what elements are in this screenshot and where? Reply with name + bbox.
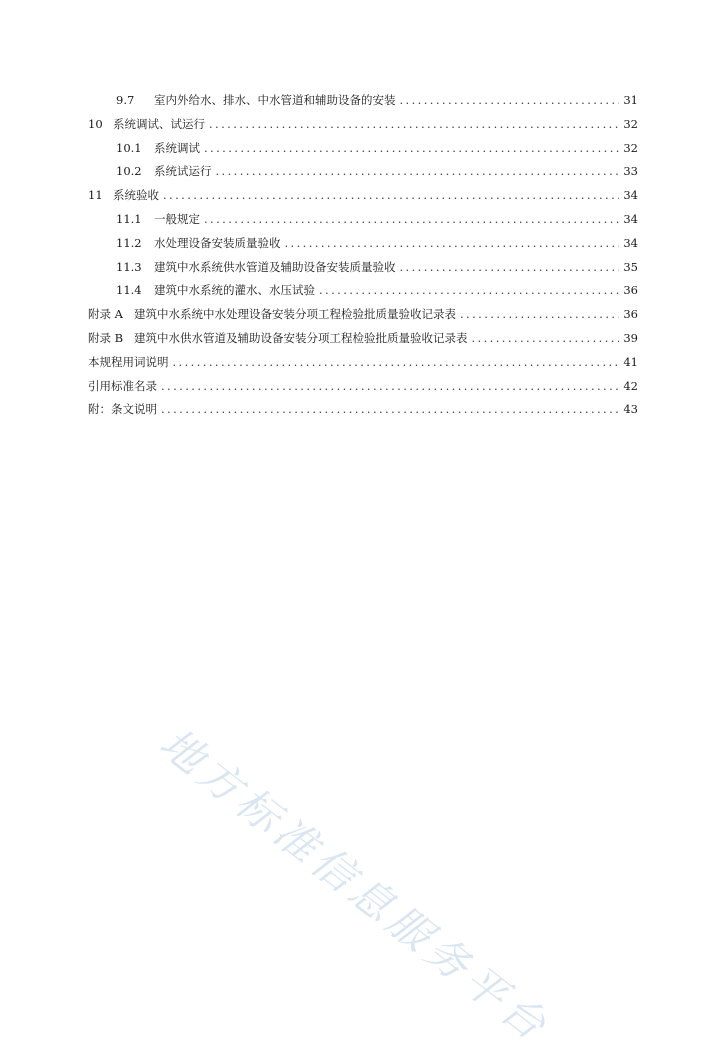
toc-entry-number: 9.7 (116, 93, 135, 107)
toc-entry[interactable] (88, 137, 638, 161)
toc-dot-leader (204, 208, 619, 232)
toc-entry-number: 11.1 (116, 211, 142, 226)
toc-entry-page: 32 (623, 140, 638, 155)
toc-entry-title: 系统试运行 (154, 164, 212, 179)
toc-entry[interactable] (88, 375, 638, 399)
toc-entry-title: 本规程用词说明 (88, 354, 169, 369)
toc-entry-number: 11.3 (116, 259, 142, 274)
toc-entry-page: 42 (623, 378, 638, 393)
toc-entry-title: 室内外给水、排水、中水管道和辅助设备的安装 (154, 93, 396, 107)
toc-entry[interactable] (88, 113, 638, 137)
toc-entry-title: 系统验收 (113, 188, 159, 203)
toc-entry-page: 43 (623, 402, 638, 417)
toc-entry-title: 系统调试、试运行 (113, 116, 205, 131)
toc-dot-leader (163, 184, 619, 208)
toc-entry-number: 10 (88, 116, 103, 131)
toc-entry-page: 39 (623, 330, 638, 345)
toc-entry-title: 引用标准名录 (88, 378, 157, 393)
toc-entry-page: 32 (623, 116, 638, 131)
toc-entry-page: 34 (623, 188, 638, 203)
toc-dot-leader (460, 303, 619, 327)
toc-entry[interactable] (88, 351, 638, 375)
toc-entry-page: 36 (623, 283, 638, 298)
toc-entry-number: 11 (88, 188, 103, 203)
toc-entry-page: 35 (623, 259, 638, 274)
toc-dot-leader (472, 327, 620, 351)
toc-dot-leader (319, 279, 619, 303)
toc-dot-leader (204, 137, 619, 161)
toc-entry-page: 41 (623, 354, 638, 369)
toc-entry[interactable] (88, 398, 638, 422)
toc-entry-title: 建筑中水供水管道及辅助设备安装分项工程检验批质量验收记录表 (134, 330, 468, 345)
toc-dot-leader (173, 351, 620, 375)
toc-entry-page: 36 (623, 307, 638, 322)
toc-entry[interactable] (88, 89, 638, 113)
toc-dot-leader (216, 160, 620, 184)
toc-entry-title: 建筑中水系统的灌水、水压试验 (154, 283, 315, 298)
watermark: 地方标准信息服务平台 (150, 718, 560, 1053)
toc-dot-leader (400, 256, 620, 280)
toc-entry-number: 附录 A (88, 307, 123, 322)
toc-dot-leader (285, 232, 620, 256)
toc-entry[interactable] (88, 327, 638, 351)
toc-entry-page: 34 (623, 211, 638, 226)
toc-entry-title: 建筑中水系统供水管道及辅助设备安装质量验收 (154, 259, 396, 274)
toc-entry[interactable] (88, 184, 638, 208)
toc-entry-number: 10.2 (116, 164, 142, 179)
toc-dot-leader (161, 375, 619, 399)
toc-entry-title: 一般规定 (154, 211, 200, 226)
toc-entry[interactable] (88, 303, 638, 327)
toc-entry[interactable] (88, 256, 638, 280)
toc-entry-number: 11.4 (116, 283, 142, 298)
toc-entry-page: 34 (623, 235, 638, 250)
toc-entry-number: 10.1 (116, 140, 142, 155)
toc-entry-title: 建筑中水系统中水处理设备安装分项工程检验批质量验收记录表 (134, 307, 456, 322)
toc-entry[interactable] (88, 279, 638, 303)
toc-dot-leader (161, 398, 619, 422)
toc-entry[interactable] (88, 232, 638, 256)
toc-entry-number: 11.2 (116, 235, 142, 250)
toc-entry-title: 系统调试 (154, 140, 200, 155)
toc-dot-leader (400, 89, 620, 113)
table-of-contents (88, 89, 638, 422)
toc-entry[interactable] (88, 208, 638, 232)
toc-entry-page: 31 (623, 93, 638, 107)
toc-dot-leader (209, 113, 619, 137)
toc-entry-title: 附：条文说明 (88, 402, 157, 417)
toc-entry-number: 附录 B (88, 330, 124, 345)
toc-entry-title: 水处理设备安装质量验收 (154, 235, 281, 250)
toc-entry[interactable] (88, 160, 638, 184)
toc-entry-page: 33 (623, 164, 638, 179)
